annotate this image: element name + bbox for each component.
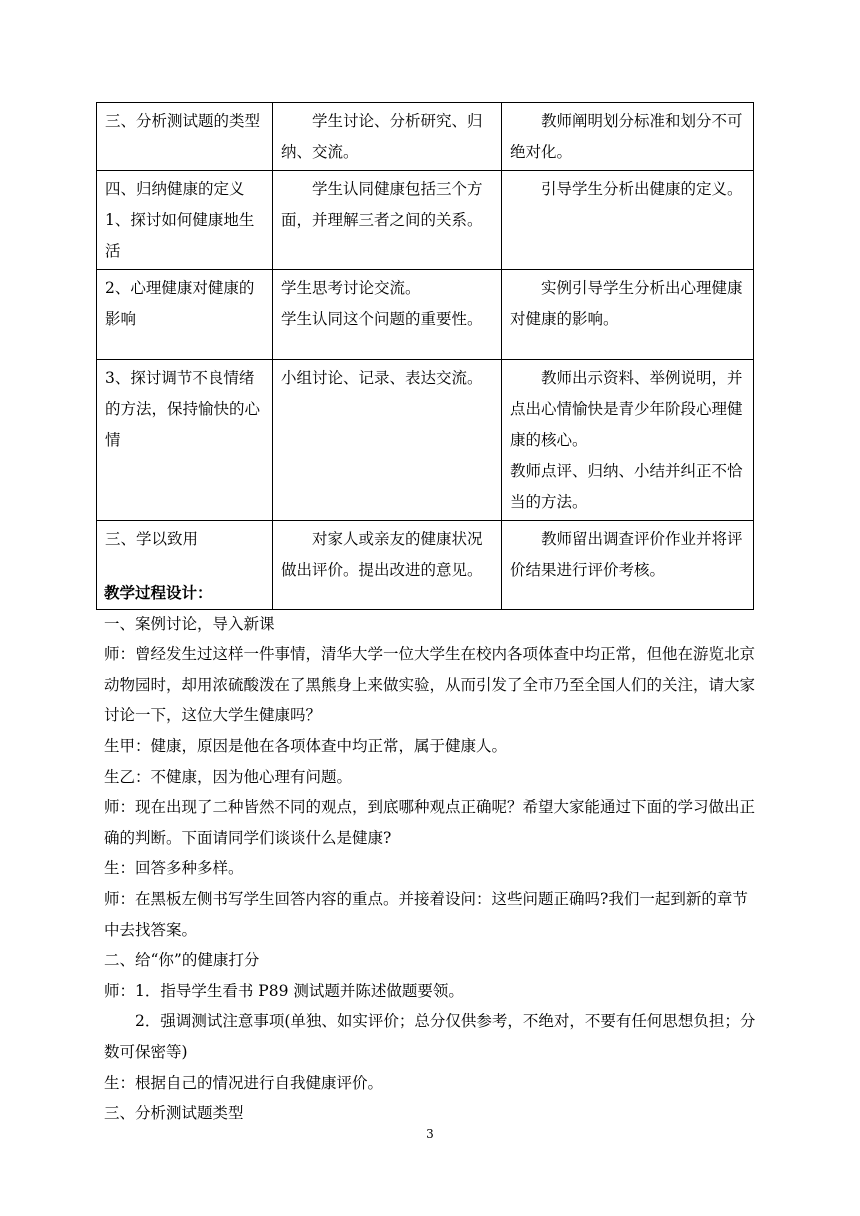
cell-text: 引导学生分析出健康的定义。 xyxy=(541,180,743,198)
lesson-table xyxy=(96,102,754,610)
paragraph: 生：回答多种多样。 xyxy=(104,859,244,878)
table-row xyxy=(97,360,754,521)
table-cell xyxy=(502,360,754,521)
paragraph: 师：1．指导学生看书 P89 测试题并陈述做题要领。 xyxy=(104,981,464,1000)
cell-text: 学生认同健康包括三个方面，并理解三者之间的关系。 xyxy=(281,180,483,229)
cell-text: 三、分析测试题的类型 xyxy=(105,112,261,130)
table-cell xyxy=(273,171,502,270)
cell-text: 学生思考讨论交流。 xyxy=(281,279,421,297)
lesson-body xyxy=(104,578,758,1129)
paragraph: 2．强调测试注意事项(单独、如实评价；总分仅供参考，不绝对，不要有任何思想负担；分数可保密等) xyxy=(104,1012,756,1061)
paragraph: 二、给“你”的健康打分 xyxy=(104,951,260,970)
paragraph: 生乙：不健康，因为他心理有问题。 xyxy=(104,767,353,786)
section-heading: 教学过程设计： xyxy=(104,583,213,602)
table-cell xyxy=(273,103,502,171)
paragraph: 三、分析测试题类型 xyxy=(104,1104,244,1123)
cell-text: 对家人或亲友的健康状况做出评价。提出改进的意见。 xyxy=(281,530,483,579)
cell-text: 学生认同这个问题的重要性。 xyxy=(281,310,483,328)
table-cell xyxy=(97,171,273,270)
table-cell xyxy=(97,270,273,360)
cell-text: 学生讨论、分析研究、归纳、交流。 xyxy=(281,112,483,161)
paragraph: 生甲：健康，原因是他在各项体查中均正常，属于健康人。 xyxy=(104,736,508,755)
cell-text: 2、心理健康对健康的影响 xyxy=(105,279,255,328)
cell-text: 实例引导学生分析出心理健康对健康的影响。 xyxy=(510,279,743,328)
table-row xyxy=(97,270,754,360)
paragraph: 师：曾经发生过这样一件事情，清华大学一位大学生在校内各项体查中均正常，但他在游览北京动物园时，却用浓硫酸泼在了黑熊身上来做实验，从而引发了全市乃至全国人们的关注，请大家讨论一下，这位大学生健康吗？ xyxy=(104,645,756,725)
paragraph: 生：根据自己的情况进行自我健康评价。 xyxy=(104,1073,384,1092)
table-row xyxy=(97,171,754,270)
paragraph: 师：现在出现了二种皆然不同的观点，到底哪种观点正确呢？希望大家能通过下面的学习做出正确的判断。下面请同学们谈谈什么是健康? xyxy=(104,798,756,847)
table-cell xyxy=(97,360,273,521)
table-cell xyxy=(273,360,502,521)
table-cell xyxy=(502,270,754,360)
table-cell xyxy=(502,103,754,171)
cell-text: 教师阐明划分标准和划分不可绝对化。 xyxy=(510,112,743,161)
page-number: 3 xyxy=(426,1127,434,1141)
paragraph: 一、案例讨论，导入新课 xyxy=(104,614,275,633)
cell-text: 小组讨论、记录、表达交流。 xyxy=(281,369,483,387)
cell-text: 教师点评、归纳、小结并纠正不恰当的方法。 xyxy=(510,462,743,511)
table-row xyxy=(97,103,754,171)
cell-text: 教师出示资料、举例说明，并点出心情愉快是青少年阶段心理健康的核心。 xyxy=(510,369,743,449)
table-cell xyxy=(273,270,502,360)
cell-text: 四、归纳健康的定义1、探讨如何健康地生活 xyxy=(105,180,255,260)
table-cell xyxy=(97,103,273,171)
cell-text: 三、学以致用 xyxy=(105,530,199,548)
paragraph: 师：在黑板左侧书写学生回答内容的重点。并接着设问：这些问题正确吗?我们一起到新的章节中去找答案。 xyxy=(104,889,748,939)
cell-text: 3、探讨调节不良情绪的方法，保持愉快的心情 xyxy=(105,369,261,449)
cell-text: 教师留出调查评价作业并将评价结果进行评价考核。 xyxy=(510,530,743,579)
table-cell xyxy=(502,171,754,270)
